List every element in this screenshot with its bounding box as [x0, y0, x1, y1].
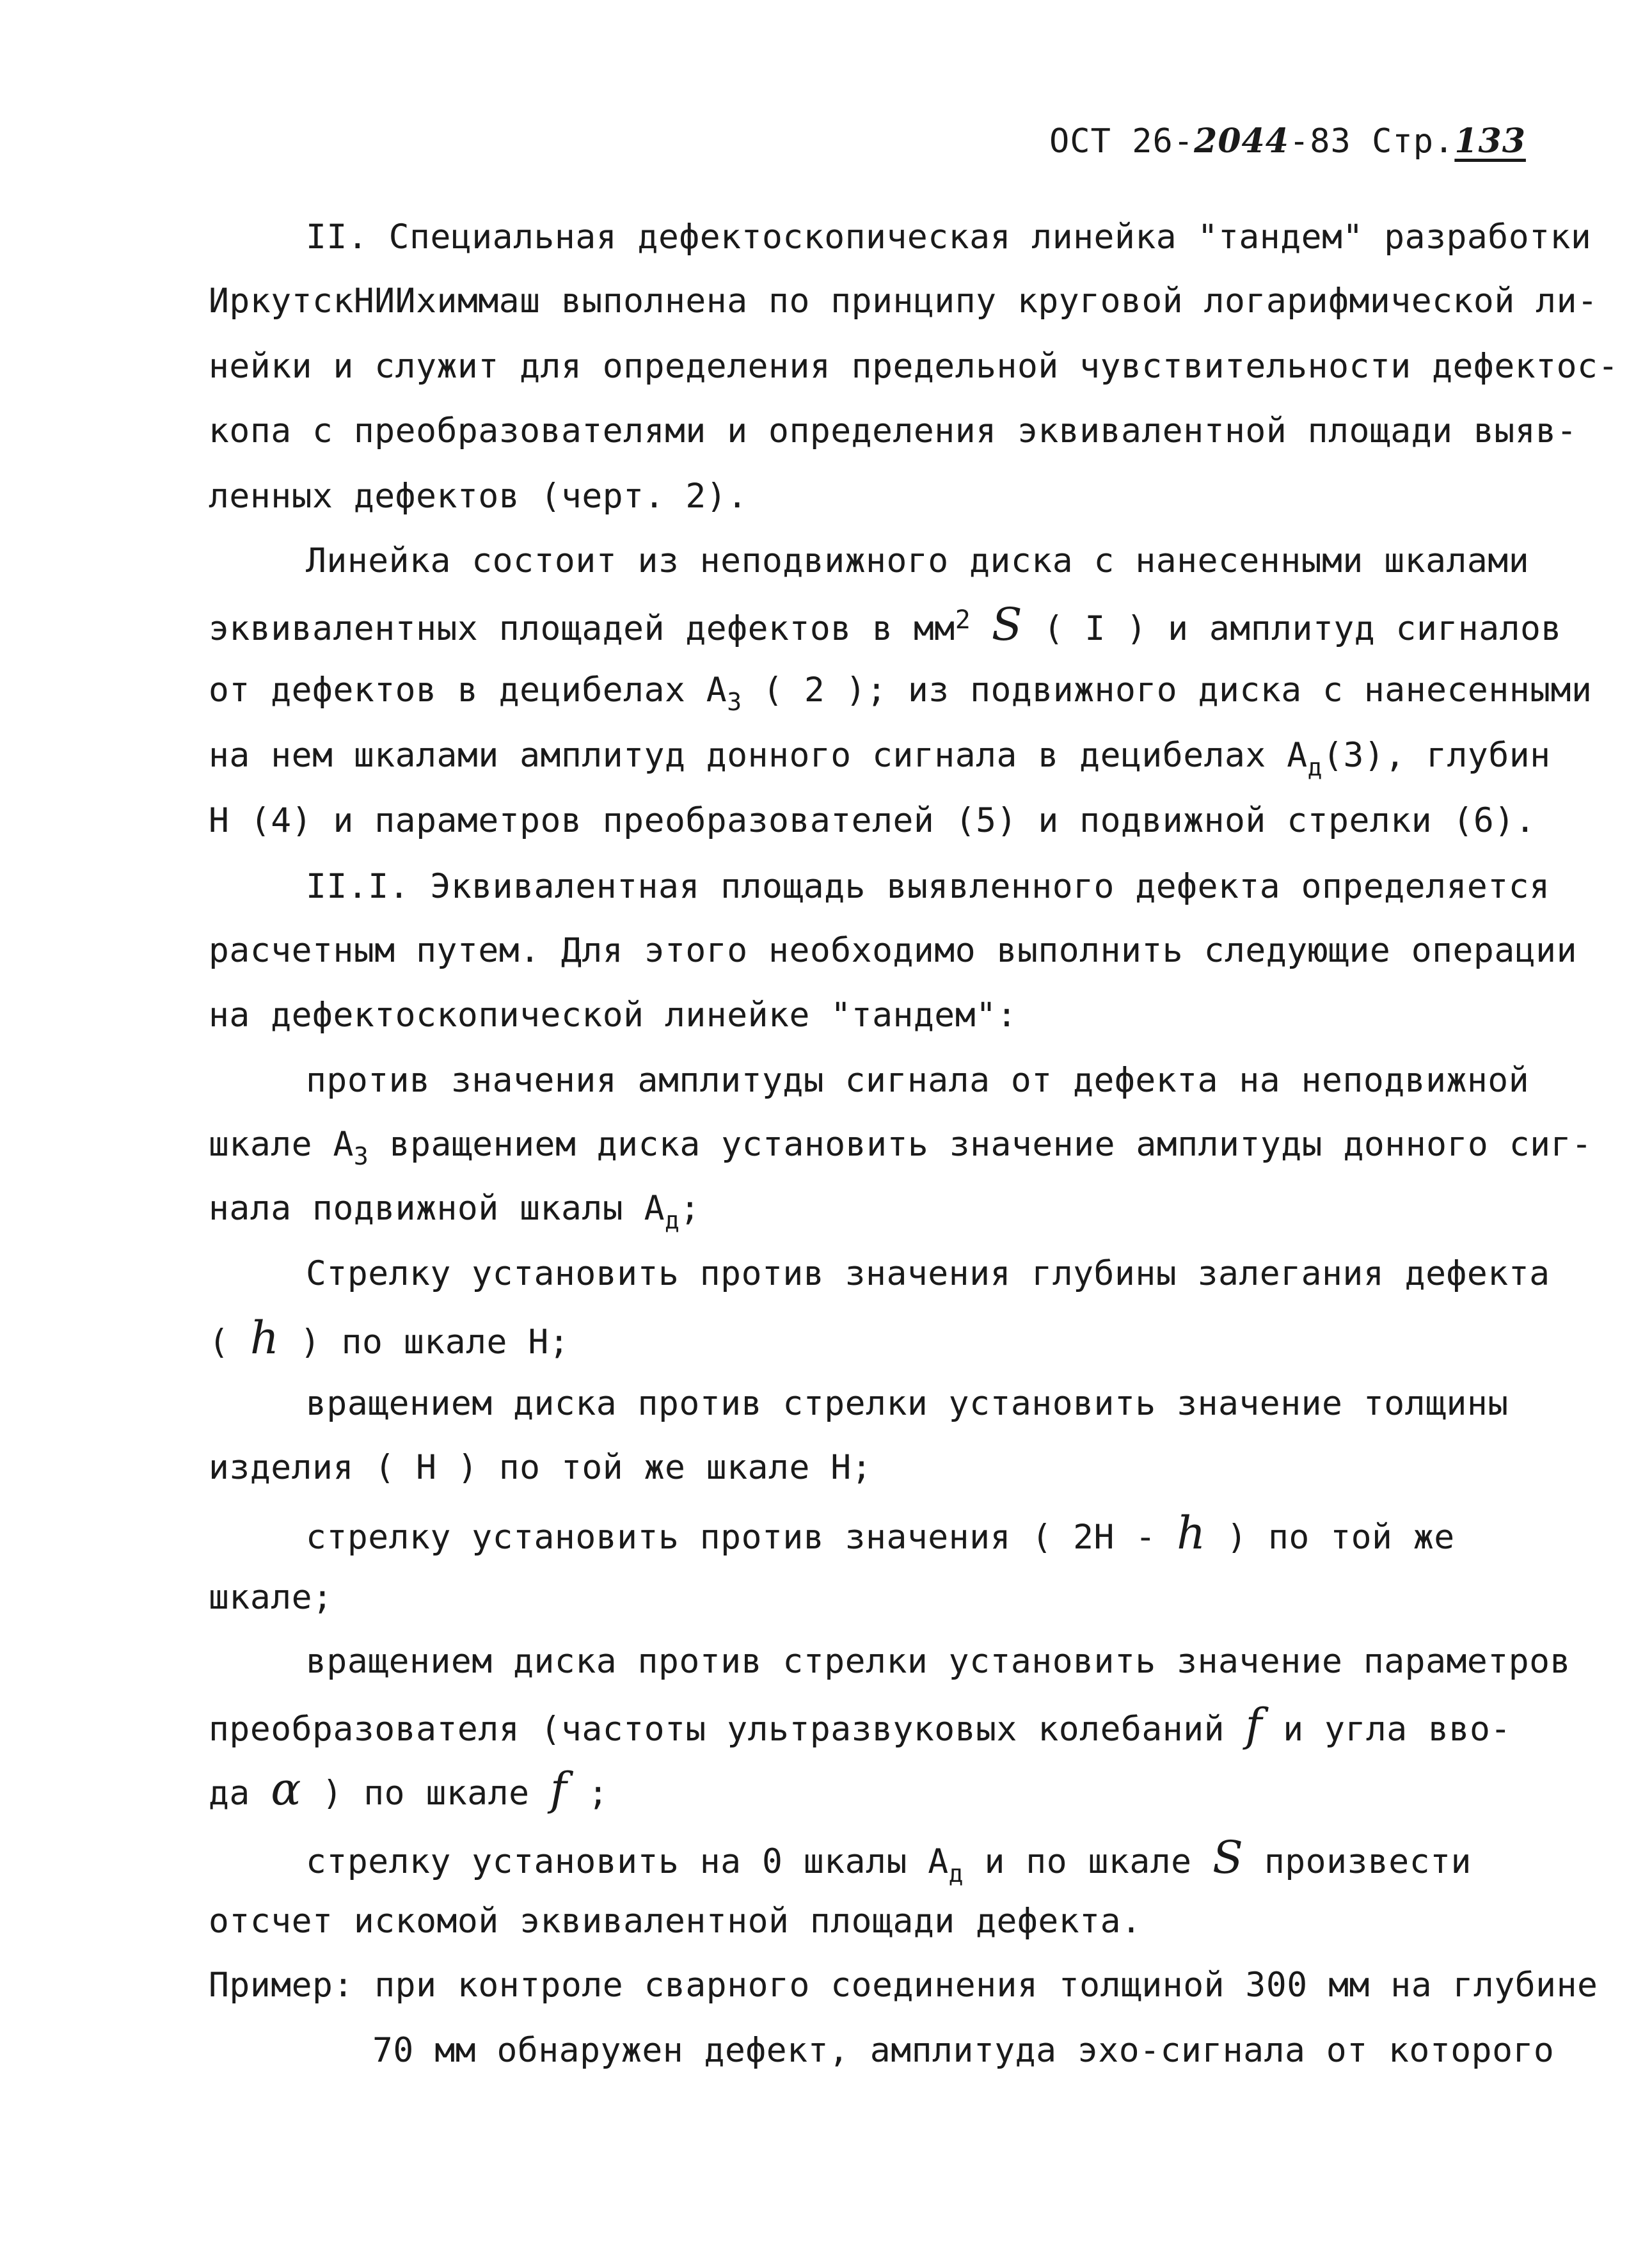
math-symbol: S — [1212, 1831, 1244, 1884]
text-line: на дефектоскопической линейке "тандем": — [209, 996, 1017, 1035]
text-segment: произвести — [1243, 1842, 1472, 1881]
text-line — [209, 736, 1551, 781]
text-line — [209, 598, 1562, 651]
text-line: II. Специальная дефектоскопическая линейка "тандем" разработки — [306, 218, 1592, 257]
text-line: копа с преобразователями и определения эквивалентной площади выяв- — [209, 411, 1577, 450]
text-segment: ( 2 ); из подвижного диска с нанесенными — [742, 671, 1592, 710]
text-line — [209, 1125, 1592, 1170]
text-segment: нала подвижной шкалы А — [209, 1189, 665, 1228]
text-line: шкале; — [209, 1578, 333, 1617]
text-line: вращением диска против стрелки установить значение толщины — [306, 1384, 1509, 1423]
text-line: расчетным путем. Для этого необходимо выполнить следующие операции — [209, 931, 1577, 970]
math-symbol: S — [991, 598, 1023, 651]
text-line: отсчет искомой эквивалентной площади дефекта. — [209, 1902, 1142, 1941]
text-segment: шкале А — [209, 1125, 354, 1164]
text-line — [209, 1763, 608, 1815]
subscript: З — [353, 1142, 369, 1170]
text-line: Линейка состоит из неподвижного диска с нанесенными шкалами — [306, 541, 1530, 580]
text-segment: и угла вво- — [1262, 1710, 1511, 1749]
header-standard-prefix: ОСТ 26- — [1049, 122, 1195, 161]
text-line: II.I. Эквивалентная площадь выявленного дефекта определяется — [306, 867, 1550, 906]
text-segment: стрелку установить против значения ( 2Н - — [306, 1518, 1177, 1557]
text-line — [306, 1831, 1472, 1888]
text-line: изделия ( Н ) по той же шкале Н; — [209, 1448, 873, 1487]
text-segment: эквивалентных площадей дефектов в мм — [209, 609, 955, 648]
header-standard-suffix: -83 Стр. — [1289, 122, 1455, 161]
math-symbol: α — [271, 1763, 302, 1815]
text-line — [209, 1312, 569, 1364]
page-header — [1049, 122, 1526, 161]
text-segment: (3), глубин — [1322, 736, 1551, 775]
text-segment: вращением диска установить значение амплитуды донного сиг- — [369, 1125, 1592, 1164]
text-segment: ; — [567, 1774, 609, 1813]
text-line — [209, 671, 1592, 716]
text-line: Н (4) и параметров преобразователей (5) и подвижной стрелки (6). — [209, 801, 1536, 840]
subscript: д — [948, 1859, 964, 1888]
text-segment: от дефектов в децибелах А — [209, 671, 727, 710]
text-line — [306, 1507, 1455, 1559]
text-line: Пример: при контроле сварного соединения толщиной 300 мм на глубине — [209, 1966, 1598, 2005]
text-segment: и по шкале — [964, 1842, 1212, 1881]
superscript: 2 — [955, 605, 971, 635]
text-line: нейки и служит для определения предельной чувствительности дефектос- — [209, 347, 1619, 386]
math-symbol: f — [550, 1763, 568, 1815]
subscript: д — [1307, 753, 1323, 781]
text-segment: ( — [209, 1323, 250, 1362]
text-segment: на нем шкалами амплитуд донного сигнала в децибелах А — [209, 736, 1308, 775]
math-symbol: h — [250, 1312, 280, 1364]
math-symbol: f — [1245, 1699, 1262, 1751]
text-line: вращением диска против стрелки установить значение параметров — [306, 1642, 1571, 1681]
text-line — [209, 1189, 701, 1234]
header-page-number: 133 — [1454, 122, 1526, 161]
header-standard-number: 2044 — [1194, 122, 1289, 161]
text-segment: ) по той же — [1205, 1518, 1455, 1557]
text-line: Стрелку установить против значения глубины залегания дефекта — [306, 1254, 1550, 1293]
text-line: ленных дефектов (черт. 2). — [209, 477, 748, 516]
text-line — [209, 1699, 1511, 1751]
text-segment: да — [209, 1774, 271, 1813]
text-segment: ) по шкале Н; — [279, 1323, 570, 1362]
subscript: д — [665, 1206, 680, 1234]
text-segment: преобразователя (частоты ультразвуковых колебаний — [209, 1710, 1246, 1749]
text-segment: ( I ) и амплитуд сигналов — [1022, 609, 1562, 648]
text-segment: стрелку установить на 0 шкалы А — [306, 1842, 949, 1881]
text-line: 70 мм обнаружен дефект, амплитуда эхо-сигнала от которого — [372, 2031, 1555, 2070]
text-line: против значения амплитуды сигнала от дефекта на неподвижной — [306, 1061, 1530, 1100]
math-symbol: h — [1177, 1507, 1206, 1559]
text-segment: ) по шкале — [301, 1774, 550, 1813]
text-segment: ; — [679, 1189, 701, 1228]
subscript: З — [727, 688, 742, 716]
text-line: ИркутскНИИхиммаш выполнена по принципу круговой логарифмической ли- — [209, 282, 1598, 321]
